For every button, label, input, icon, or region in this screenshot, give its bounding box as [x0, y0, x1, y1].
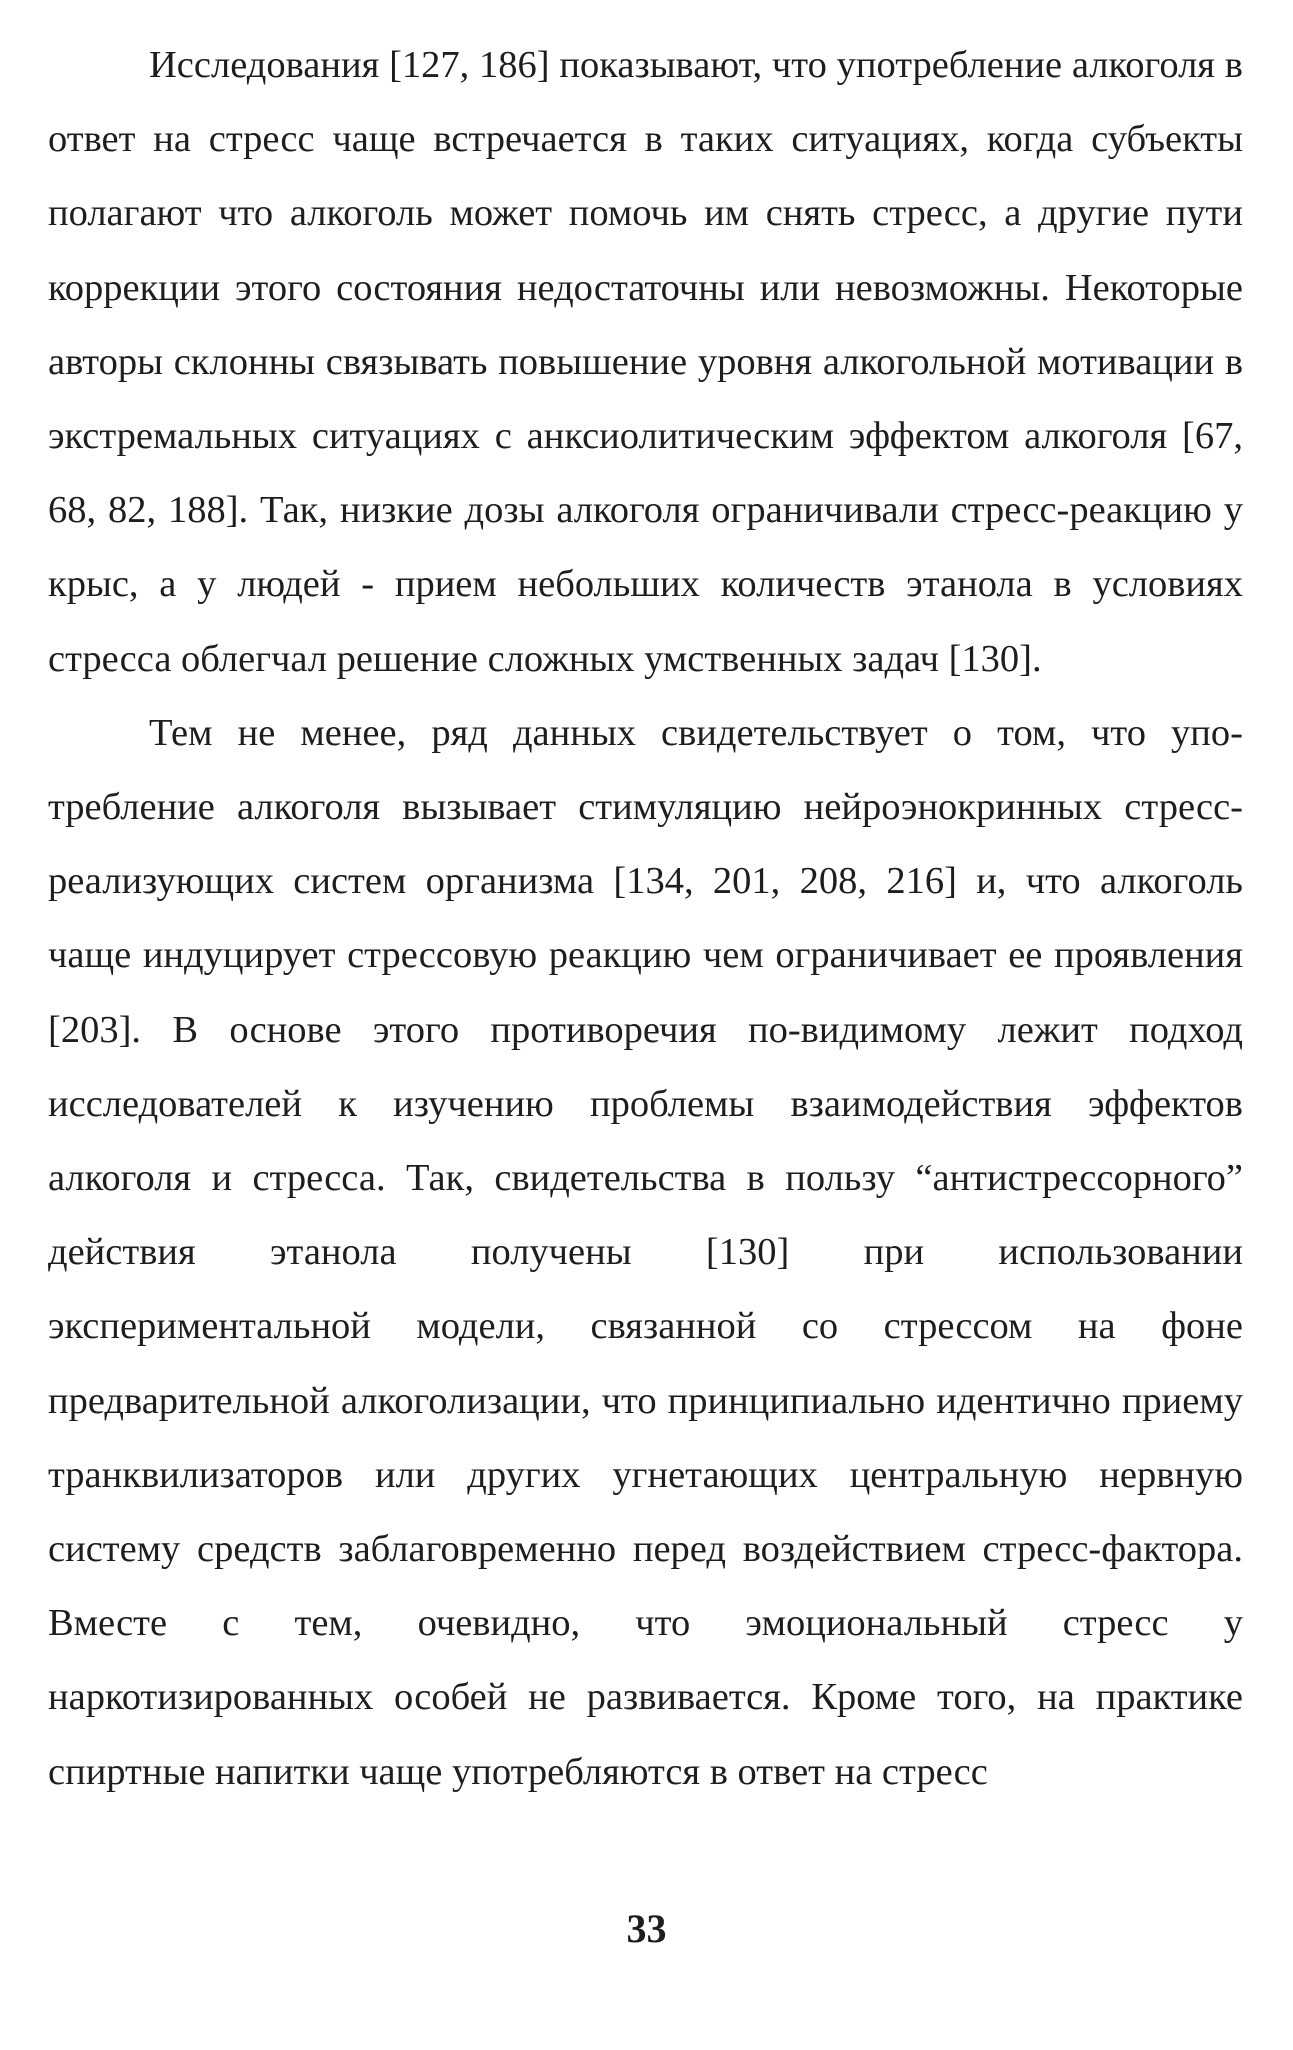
paragraph-2: Тем не менее, ряд данных свидетельствует о том, что употребление алкоголя вызывает стимуляцию нейроэнокринных стресс-реализующих систем организма [134, 201, 208, 216] и, что алкоголь чаще индуцирует стрессовую реакцию чем ограничивает ее проявления [203]. В основе этого противоречия по-видимому лежит подход исследователей к изучению проблемы взаимодействия эффектов алкоголя и стресса. Так, свидетельства в пользу “антистрессорного” действия этанола получены [130] при использовании экспериментальной модели, связанной со стрессом на фоне предварительной алкоголизации, что принципиально идентично приему транквилизаторов или других угнетающих центральную нервную систему средств заблаговременно перед воздействием стресс-фактора. Вместе с тем, очевидно, что эмоциональный стресс у наркотизированных особей не развивается. Кроме того, на практике спиртные напитки чаще употребляются в ответ на стресс [48, 711, 1243, 1793]
paragraph-1: Исследования [127, 186] показывают, что употребление алкоголя в ответ на стресс чаще встречается в таких ситуациях, когда субъекты полагают что алкоголь может помочь им снять стресс, а другие пути коррекции этого состояния недостаточны или невозможны. Некоторые авторы склонны связывать повышение уровня алкогольной мотивации в экстремальных ситуациях с анксиолитическим эффектом алкоголя [67, 68, 82, 188]. Так, низкие дозы алкоголя ограничивали стресс-реакцию у крыс, а у людей - прием небольших количеств этанола в условиях стресса облегчал решение сложных умственных задач [130]. [48, 44, 1243, 680]
body-text [48, 28, 1243, 1809]
page-number: 33 [626, 1906, 667, 1951]
